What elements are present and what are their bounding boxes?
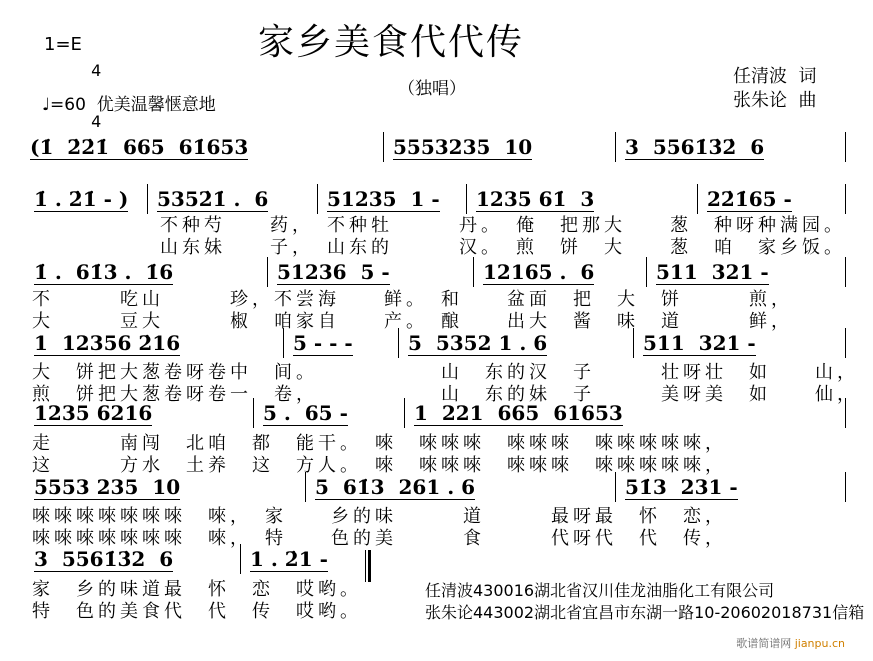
measure: 22̇1̇65 - (707, 187, 792, 211)
barline (147, 184, 148, 214)
barline (845, 132, 846, 162)
lyric-line: 唻唻唻唻唻唻唻 唻， 家 乡的味 道 最呀最 怀 恋， (32, 506, 727, 527)
footer-address-2: 张朱论443002湖北省宜昌市东湖一路10-20602018731信箱 (425, 603, 865, 622)
measure: 5 - - - (293, 331, 353, 355)
watermark-en: jianpu.cn (794, 637, 845, 650)
barline (646, 257, 647, 287)
measure: 1̇ . 61̇3 . 1̇6 (34, 260, 174, 284)
measure: 5553 235 10 (34, 475, 181, 499)
lyric-line: 大 豆大 椒 咱家自 产。 酿 出大 酱 味 道 鲜， (32, 311, 793, 332)
measure: 51236 5 - (277, 260, 390, 284)
barline (697, 184, 698, 214)
measure: 511 321 - (656, 260, 769, 284)
measure: 5553235 10 (393, 135, 533, 159)
barline (845, 257, 846, 287)
time-bottom: 4 (91, 112, 102, 131)
barline (845, 328, 846, 358)
lyric-line: 走 南闯 北咱 都 能干。 唻 唻唻唻 唻唻唻 唻唻唻唻唻， (32, 433, 727, 454)
lyric-line: 大 饼把大葱卷呀卷中 间。 山 东的汉 子 壮呀壮 如 山， (32, 362, 859, 383)
barline (466, 184, 467, 214)
measure: 51̇3 231 - (625, 475, 738, 499)
lyric-line: 家 乡的味道最 怀 恋 哎哟。 (32, 579, 362, 600)
measure: 3 5561̇3̇2 6 (34, 547, 174, 571)
measure: 1̇ . 2̇1̇ - ) (34, 187, 129, 211)
measure: 5352̇1̇ . 6 (157, 187, 269, 211)
lyric-line: 不 吃山 珍，不尝海 鲜。 和 盆面 把 大 饼 煎， (32, 289, 793, 310)
composer-credit: 张朱论 曲 (733, 90, 817, 111)
barline (305, 472, 306, 502)
footer-address-1: 任清波430016湖北省汉川佳龙油脂化工有限公司 (425, 581, 775, 600)
measure: 511 321 - (643, 331, 756, 355)
lyric-line: 不种芍 药， 不种牡 丹。 俺 把那大 葱 种呀种满园。 (160, 215, 846, 236)
measure: 1235 6216 (34, 401, 153, 425)
barline (633, 328, 634, 358)
measure: 51235 1 - (327, 187, 440, 211)
lyricist-credit: 任清波 词 (733, 66, 817, 87)
watermark-cn: 歌谱简谱网 (736, 637, 792, 650)
measure: 5 61̇3 261 . 6 (315, 475, 476, 499)
song-subtitle: （独唱） (398, 79, 466, 99)
lyric-line: 特 色的美食代 代 传 哎哟。 (32, 601, 362, 622)
key-signature: 1=E (44, 34, 82, 55)
barline (398, 328, 399, 358)
measure: 3 5561̇3̇2̇ 6 (625, 135, 765, 159)
barline (283, 328, 284, 358)
measure: 5 5352 1 . 6 (408, 331, 548, 355)
measure: 12165 . 6 (483, 260, 595, 284)
final-double-barline (365, 550, 371, 582)
measure: (1̇ 2̇2̇1̇ 665 61̇653 (30, 135, 249, 159)
measure: 1 12356 2̇16 (34, 331, 181, 355)
lyric-line: 煎 饼把大葱卷呀卷一 卷， 山 东的妹 子 美呀美 如 仙， (32, 384, 859, 405)
measure: 1235 61̇ 3 (476, 187, 595, 211)
barline (473, 257, 474, 287)
barline (267, 257, 268, 287)
lyric-line: 唻唻唻唻唻唻唻 唻， 特 色的美 食 代呀代 代 传， (32, 528, 727, 549)
measure: 1 221 665 61653 (414, 401, 623, 425)
measure: 1 . 2̇1 - (250, 547, 328, 571)
time-top: 4 (91, 61, 102, 80)
tempo-marking: ♩=60 优美温馨惬意地 (42, 95, 216, 115)
measure: 5 . 65 - (263, 401, 348, 425)
lyric-line: 这 方水 土养 这 方人。 唻 唻唻唻 唻唻唻 唻唻唻唻唻， (32, 455, 727, 476)
watermark (736, 635, 845, 651)
barline (845, 472, 846, 502)
barline (615, 472, 616, 502)
barline (615, 132, 616, 162)
lyric-line: 山东妹 子， 山东的 汉。 煎 饼 大 葱 咱 家乡饭。 (160, 237, 846, 258)
barline (317, 184, 318, 214)
barline (845, 184, 846, 214)
barline (383, 132, 384, 162)
song-title: 家乡美食代代传 (258, 22, 525, 63)
